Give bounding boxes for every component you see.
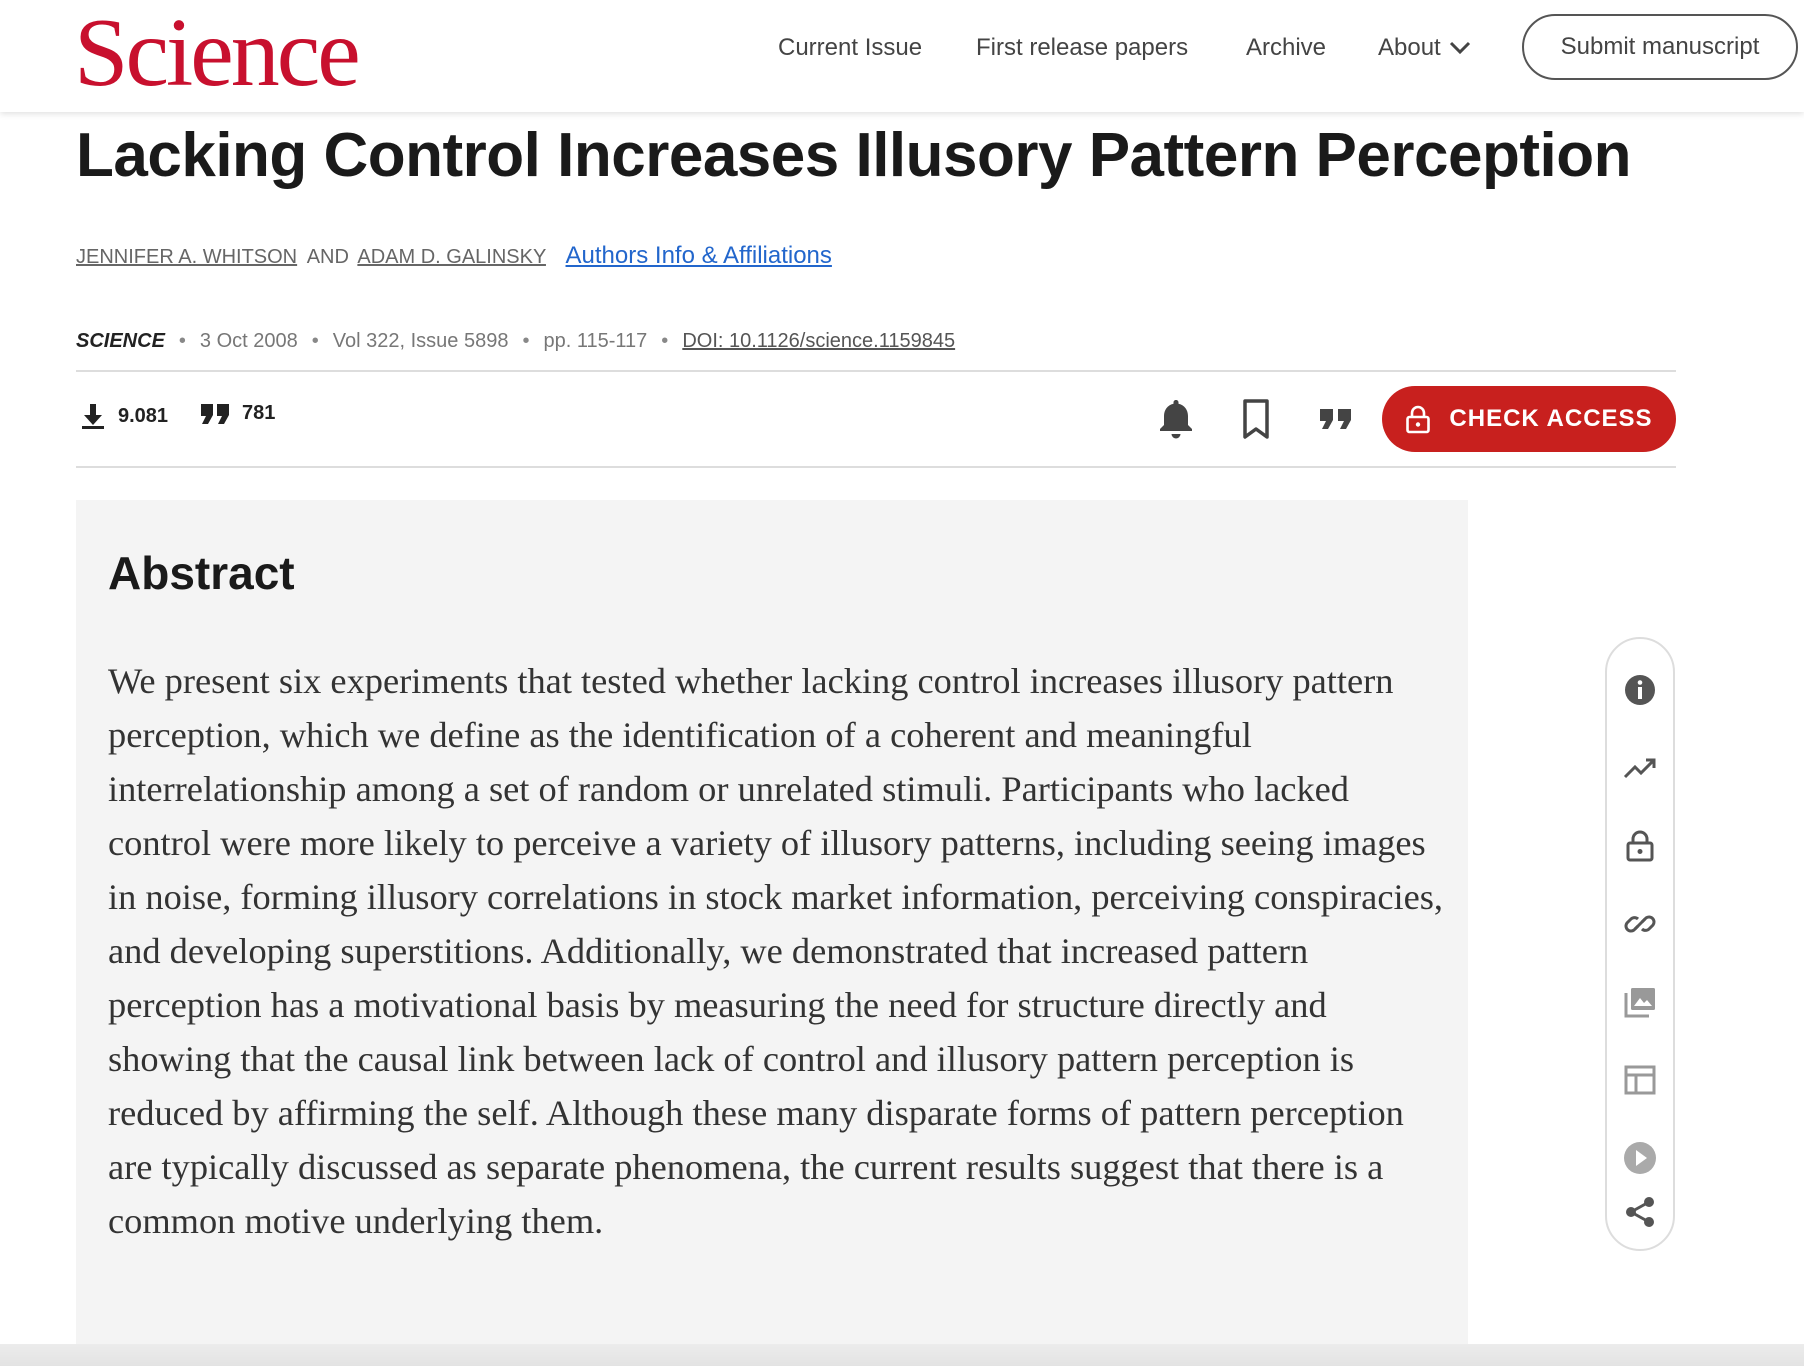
separator-dot: •: [661, 330, 669, 352]
page-range: pp. 115-117: [543, 330, 648, 352]
author-link[interactable]: ADAM D. GALINSKY: [357, 246, 546, 268]
check-access-button[interactable]: [1382, 386, 1676, 452]
nav-about[interactable]: [1378, 30, 1471, 66]
nav-archive[interactable]: Archive: [1246, 34, 1327, 61]
lock-icon: [1405, 404, 1431, 434]
table-icon[interactable]: [1622, 1062, 1658, 1098]
abstract-text: We present six experiments that tested whether lacking control increases illusory pattern perception, which we define as the identification of a coherent and meaningful interrelationship among a set of random or unrelated stimuli. Participants who lacked control were more likely to perceive a variety of illusory patterns, including seeing images in noise, forming illusory correlations in stock market information, perceiving conspiracies, and developing superstitions. Additionally, we demonstrated that increased pattern perception has a motivational basis by measuring the need for structure directly and showing that the causal link between lack of control and illusory pattern perception is reduced by affirming the self. Although these many disparate forms of pattern perception are typically discussed as separate phenomena, the current results suggest that there is a common motive underlying them.: [108, 661, 1443, 1241]
author-connector: AND: [306, 246, 349, 268]
science-logo[interactable]: Science: [74, 0, 358, 107]
bookmark-icon[interactable]: [1236, 396, 1276, 442]
authors-info-affiliations-link[interactable]: Authors Info & Affiliations: [565, 242, 832, 269]
trending-up-icon[interactable]: [1622, 750, 1658, 786]
images-icon[interactable]: [1622, 984, 1658, 1020]
abstract-section: [76, 500, 1468, 1366]
nav-first-release-papers[interactable]: First release papers: [976, 34, 1189, 61]
article-tools-sidebar: [1605, 637, 1675, 1251]
quote-icon[interactable]: [1316, 396, 1356, 442]
separator-dot: •: [178, 330, 186, 352]
doi-link[interactable]: DOI: 10.1126/science.1159845: [682, 330, 956, 352]
abstract-heading: Abstract: [108, 547, 295, 599]
citations-count: 781: [242, 402, 276, 424]
citations-metric: [200, 402, 275, 425]
nav-current-issue[interactable]: Current Issue: [778, 34, 923, 61]
separator-dot: •: [522, 330, 530, 352]
article-title: Lacking Control Increases Illusory Pattern Perception: [76, 121, 1631, 190]
check-access-label: CHECK ACCESS: [1449, 405, 1653, 432]
divider: [76, 466, 1676, 468]
site-header: [0, 0, 1804, 112]
lock-icon[interactable]: [1622, 828, 1658, 864]
quote-icon: [200, 403, 230, 425]
link-icon[interactable]: [1622, 906, 1658, 942]
author-list: [76, 242, 832, 270]
chevron-down-icon: [1449, 40, 1471, 56]
downloads-metric: [80, 402, 168, 430]
publication-meta: [76, 330, 955, 353]
divider: [76, 370, 1676, 372]
volume-issue: Vol 322, Issue 5898: [332, 330, 509, 352]
publication-date: 3 Oct 2008: [199, 330, 298, 352]
bell-icon[interactable]: [1156, 396, 1196, 442]
info-icon[interactable]: [1622, 672, 1658, 708]
downloads-count: 9.081: [118, 404, 169, 427]
page-bottom-fade: [0, 1344, 1804, 1366]
nav-about-label: About: [1378, 34, 1441, 61]
submit-manuscript-button[interactable]: Submit manuscript: [1522, 14, 1798, 80]
play-icon[interactable]: [1622, 1140, 1658, 1176]
author-link[interactable]: JENNIFER A. WHITSON: [76, 246, 298, 268]
share-icon[interactable]: [1622, 1194, 1658, 1230]
journal-name: SCIENCE: [76, 330, 165, 352]
separator-dot: •: [311, 330, 319, 352]
download-icon: [80, 402, 106, 430]
